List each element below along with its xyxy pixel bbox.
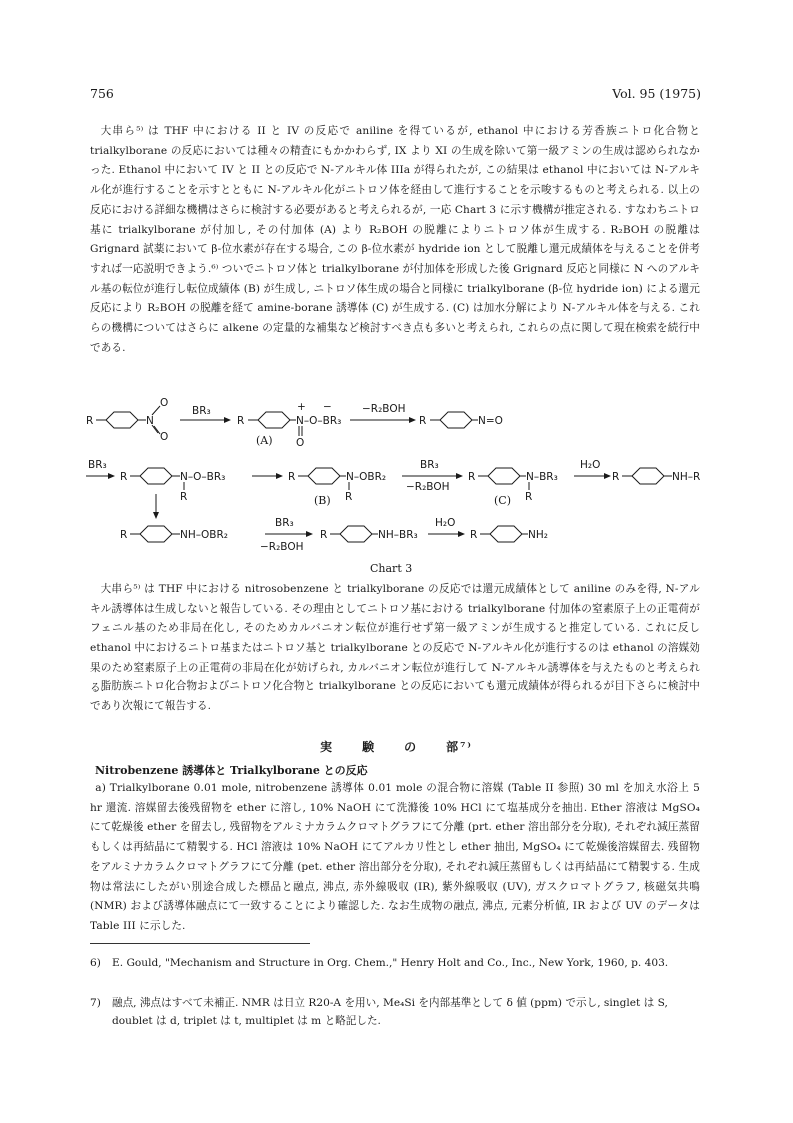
section-heading-char: 験 — [362, 740, 377, 754]
nitro-oxygen: O — [160, 397, 169, 409]
substituent-r: R — [120, 471, 128, 483]
benzene-ring — [490, 526, 522, 542]
label-b: (B) — [314, 494, 331, 507]
substituent-r: R — [86, 415, 94, 427]
reagent-br3: BR₃ — [192, 405, 211, 417]
benzene-ring — [488, 468, 520, 484]
subheading: Nitrobenzene 誘導体と Trialkylborane との反応 — [95, 764, 368, 777]
benzene-ring — [440, 412, 472, 428]
benzene-ring — [340, 526, 372, 542]
substituent-r: R — [468, 471, 476, 483]
final-amine: NH–R — [672, 471, 701, 483]
chart-caption: Chart 3 — [370, 562, 413, 575]
paragraph-text: 脂肪族ニトロ化合物およびニトロソ化合物と trialkylborane との反応においても還元成績体が得られるが目下さらに検討中であり次報にて報告する. — [90, 680, 700, 712]
substituent-r: R — [470, 529, 478, 541]
elimination-r2boh: −R₂BOH — [260, 541, 304, 553]
footnote-number: 6) — [90, 957, 101, 969]
substituent-r: R — [525, 491, 533, 503]
nitro-oxygen: O — [160, 431, 169, 443]
volume-info: Vol. 95 (1975) — [612, 86, 701, 101]
section-heading-experimental — [0, 738, 793, 755]
benzene-ring — [258, 412, 290, 428]
reagent-br3: BR₃ — [420, 459, 439, 471]
paragraph-text: 大串ら⁵⁾ は THF 中における nitrosobenzene と trialkylborane の反応では還元成績体として aniline のみを得, N-アルキル誘導体は生成しないと報告している. その理由としてニトロソ基における trialkylborane 付加体の窒素原子上の正電荷がフェニル基のため非局在化し, そのためカルバニオン転位が進行せず第一級アミンが生成すると推定している. これに反し ethanol 中におけるニトロ基またはニトロソ基と trialkylborane との反応で N-アルキル化が進行するのは ethanol の溶媒効果のため窒素原子上の正電荷の非局在化が妨げられ, カルバニオン転位が進行して N-アルキル誘導体を与えたものと考えられる. — [90, 583, 700, 694]
substituent-r: R — [345, 491, 353, 503]
footnote-text: 融点, 沸点はすべて未補正. NMR は日立 R20-A を用い, Me₄Si を内部基準として δ 値 (ppm) で示し, singlet は S, doublet は d, triplet は t, multiplet は m と略記した. — [112, 997, 668, 1027]
product-c-fragment: N–BR₃ — [526, 471, 558, 483]
reagent-br3: BR₃ — [88, 459, 107, 471]
page-header — [90, 86, 701, 106]
substituent-r: R — [180, 491, 188, 503]
substituent-r: R — [120, 529, 128, 541]
elimination-r2boh: −R₂BOH — [362, 403, 406, 415]
substituent-r: R — [612, 471, 620, 483]
substituent-r: R — [237, 415, 245, 427]
paragraph-mechanism — [90, 122, 700, 358]
aniline-product: NH₂ — [528, 529, 548, 541]
amine-borane: NH–BR₃ — [378, 529, 418, 541]
benzene-ring — [632, 468, 664, 484]
label-c: (C) — [494, 494, 511, 507]
paragraph-aliphatic — [90, 677, 700, 716]
page-number: 756 — [90, 86, 114, 101]
section-heading-char: 実 — [320, 740, 335, 754]
adduct-a-fragment: N–O–BR₃ — [296, 415, 342, 427]
benzene-ring — [140, 468, 172, 484]
product-b-fragment: N–OBR₂ — [346, 471, 387, 483]
charge-plus: + — [297, 401, 306, 413]
reagent-h2o: H₂O — [580, 459, 601, 471]
paragraph-text: a) Trialkylborane 0.01 mole, nitrobenzene 誘導体 0.01 mole の混合物に溶媒 (Table II 参照) 30 ml を加え水浴上 5 hr 還流. 溶媒留去後残留物を ether に溶し, 10% NaOH にて洗滌後 10% HCl にて塩基成分を抽出. Ether 溶液は MgSO₄ にて乾燥後 ether を留去し, 残留物をアルミナカラムクロマトグラフにて分離 (prt. ether 溶出部分を分取), それぞれ減圧蒸留もしくは再結晶にて精製する. HCl 溶液は 10% NaOH にてアルカリ性とし ether 抽出, MgSO₄ にて乾燥後溶媒留去. 残留物をアルミナカラムクロマトグラフにて分離 (pet. ether 溶出部分を分取), それぞれ減圧蒸留もしくは再結晶にて精製する. 生成物は常法にしたがい別途合成した標品と融点, 沸点, 赤外線吸収 (IR), 紫外線吸収 (UV), ガスクロマトグラフ, 核磁気共鳴 (NMR) および誘導体融点にて一致することにより確認した. なお生成物の融点, 沸点, 元素分析値, IR および UV のデータは Table III に示した. — [90, 782, 700, 932]
substituent-r: R — [320, 529, 328, 541]
adduct-2-fragment: N–O–BR₃ — [180, 471, 226, 483]
section-heading-char: 部⁷⁾ — [446, 740, 473, 754]
paragraph-procedure — [90, 779, 700, 937]
hydroxylamine-borate: NH–OBR₂ — [180, 529, 228, 541]
footnote-text: E. Gould, "Mechanism and Structure in Org. Chem.," Henry Holt and Co., Inc., New York, 1960, p. 403. — [112, 957, 669, 969]
charge-minus: − — [323, 401, 332, 413]
section-heading-char: の — [404, 740, 419, 754]
benzene-ring — [308, 468, 340, 484]
footnote-number: 7) — [90, 997, 101, 1009]
paragraph-text: 大串ら⁵⁾ は THF 中における II と IV の反応で aniline を得ているが, ethanol 中における芳香族ニトロ化合物と trialkylborane の反応においては種々の精査にもかかわらず, IX より XI の生成を除いて第一級アミンの生成は認められなかった. Ethanol 中において IV と II との反応で N-アルキル体 IIIa が得られたが, この結果は ethanol 中においては N-アルキル化が進行することを示すとともに N-アルキル化がニトロソ体を経由して進行することを示唆するものと考えられる. 以上の反応における詳細な機構はさらに検討する必要があると考えられるが, 一応 Chart 3 に示す機構が推定される. すなわちニトロ基に trialkylborane が付加し, その付加体 (A) より R₂BOH の脱離によりニトロソ体が生成する. R₂BOH の脱離は Grignard 試薬において β-位水素が存在する場合, この β-位水素が hydride ion として脱離し還元成績体を与えることを併考すれば一応説明できよう.⁶⁾ ついでニトロソ体と trialkylborane が付加体を形成した後 Grignard 反応と同様に N へのアルキル基の転位が進行し転位成績体 (B) が生成し, ニトロソ体生成の場合と同様に trialkylborane (β-位 hydride ion) による還元反応により R₂BOH の脱離を経て amine-borane 誘導体 (C) が生成する. (C) は加水分解により N-アルキル体を与える. これらの機構についてはさらに alkene の定量的な補集など検討すべき点も多いと考えられ, これらの点に関して現在検索を続行中である. — [90, 125, 700, 354]
substituent-r: R — [288, 471, 296, 483]
nitroso-group: N=O — [478, 415, 503, 427]
elimination-r2boh: −R₂BOH — [406, 481, 450, 493]
benzene-ring — [106, 412, 138, 428]
label-a: (A) — [256, 434, 273, 447]
reagent-h2o: H₂O — [435, 517, 456, 529]
substituent-r: R — [419, 415, 427, 427]
benzene-ring — [140, 526, 172, 542]
nitro-n: N — [146, 415, 154, 427]
reaction-scheme-chart3 — [80, 388, 720, 578]
footnote-rule — [90, 943, 310, 944]
reagent-br3: BR₃ — [275, 517, 294, 529]
adduct-a-oxygen: O — [296, 437, 305, 449]
